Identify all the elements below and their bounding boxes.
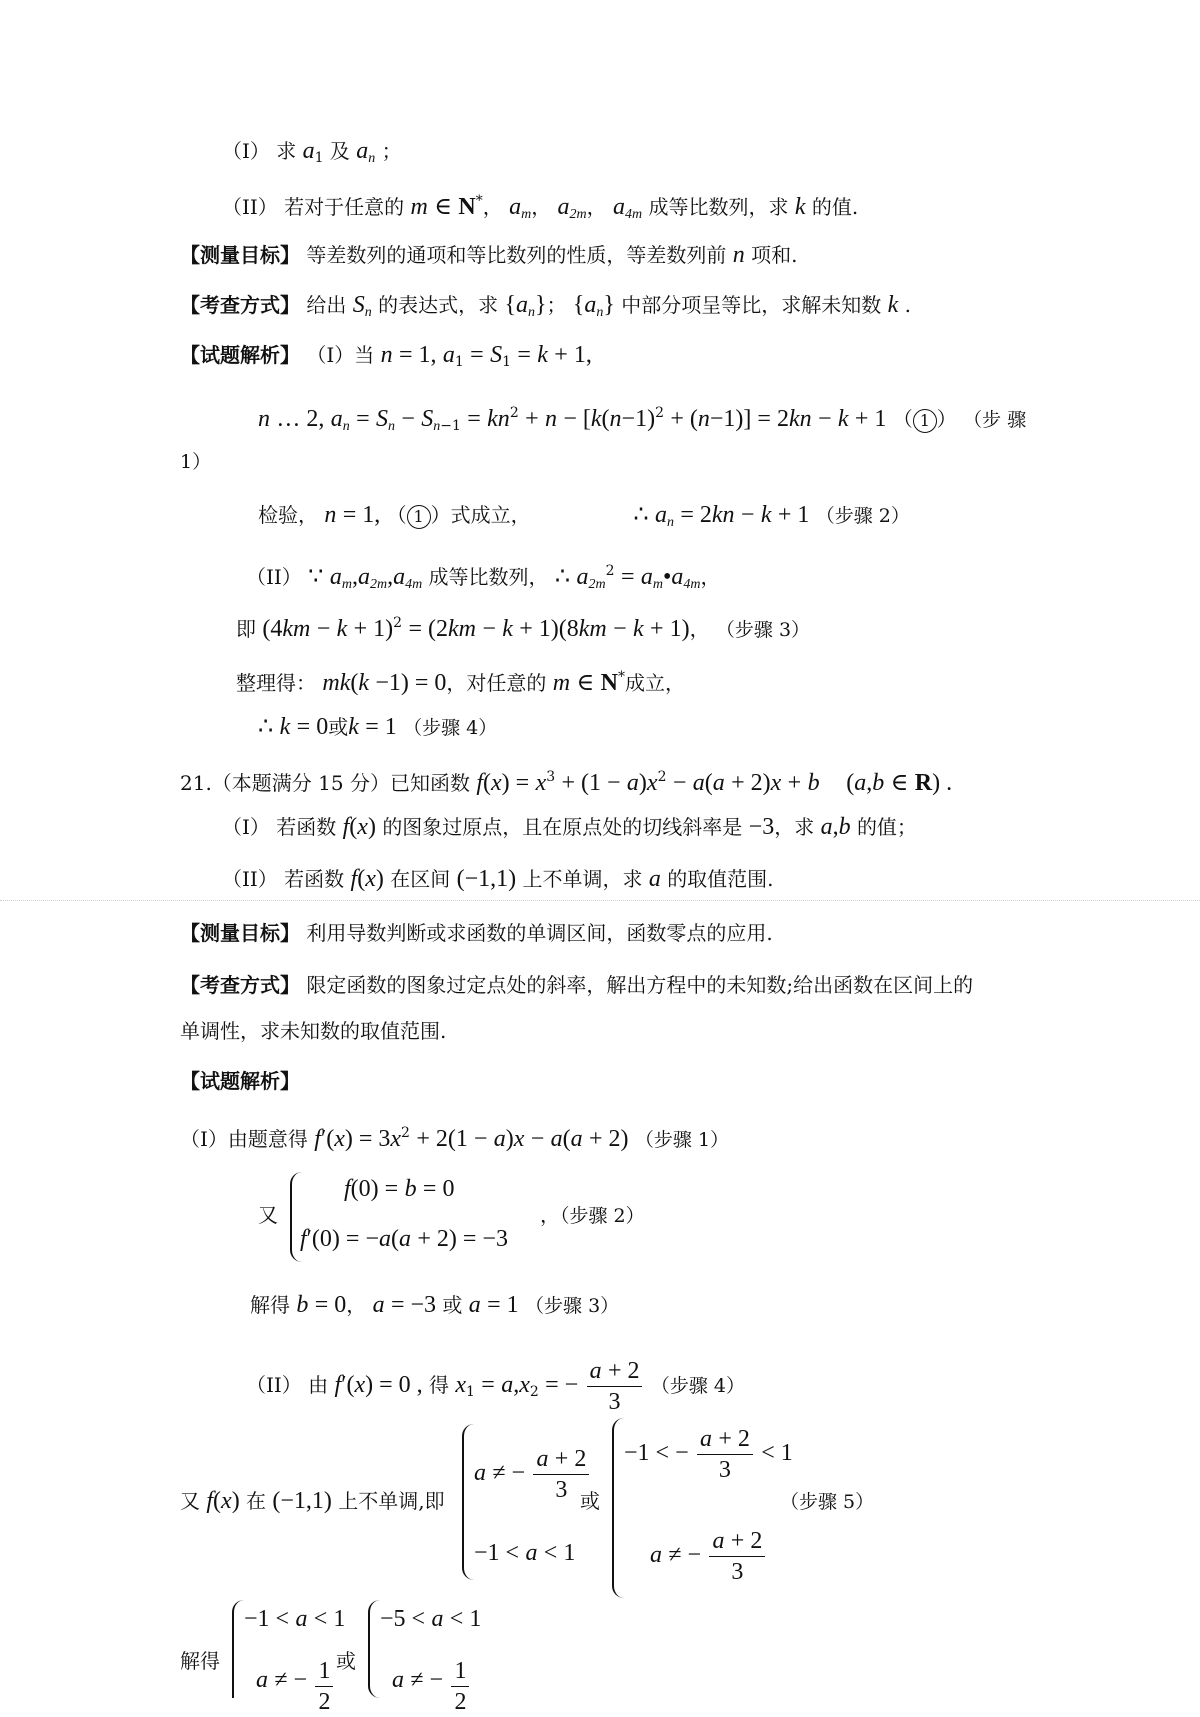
q20-part1: （I） 求 $a_1$ 及 $a_n$ ； — [222, 138, 402, 166]
q21-final-sysB-row2: a ≠ − $\frac{1}{2}$ — [392, 1656, 471, 1717]
text: 限定函数的图象过定点处的斜率，解出方程中的未知数;给出函数在区间上的 — [306, 973, 974, 997]
step-label: （步骤 3） — [715, 619, 811, 641]
text: 得 — [429, 1373, 449, 1397]
circled-number: 1 — [913, 409, 937, 433]
q20-goal: 【测量目标】 等差数列的通项和等比数列的性质，等差数列前 n 项和. — [180, 242, 798, 268]
text: 上不单调，求 — [522, 867, 643, 891]
step-label: （步骤 2） — [560, 1205, 645, 1227]
text: 中部分项呈等比，求解未知数 — [621, 293, 882, 317]
q20-check: 检验， n = 1, （ 1 ）式成立， ∴ $a_n = 2kn - k + 1$ （步骤 2） — [258, 502, 910, 530]
text: 的值. — [811, 195, 859, 219]
text: 成立， — [624, 671, 685, 695]
step-label: （步骤 3） — [525, 1295, 620, 1317]
step-label: （步 骤 — [963, 409, 1027, 431]
part-label: （II） — [246, 565, 302, 589]
text: 求 — [276, 139, 297, 163]
q21-not-monotonic: 又 f(x) 在 (−1,1) 上不单调,即 — [180, 1488, 445, 1514]
text: 或 — [328, 715, 349, 739]
text: ， — [346, 1293, 367, 1317]
text: 等差数列的通项和等比数列的性质，等差数列前 — [306, 243, 727, 267]
text: （ — [892, 407, 913, 431]
text: 成等比数列， — [428, 565, 549, 589]
part-label: （II） — [222, 195, 278, 219]
text: 利用导数判断或求函数的单调区间，函数零点的应用. — [306, 921, 773, 945]
q21-or-1 — [580, 1486, 600, 1516]
text: 成等比数列，求 — [648, 195, 789, 219]
q21-goal — [180, 918, 773, 948]
q21-final-sysA-row1: −1 < a < 1 — [244, 1606, 346, 1632]
step-label: （步骤 2） — [815, 505, 910, 527]
step-label: （步骤 4） — [650, 1375, 745, 1397]
q21-derivative: （I）由题意得 $f'(x) = 3x^2 + 2(1 - a)x - a(a + 2)$ （步骤 1） — [180, 1125, 730, 1152]
text: 若对于任意的 — [284, 195, 405, 219]
q21-final-sysB-row1: −5 < a < 1 — [380, 1606, 482, 1632]
text: 若函数 — [284, 867, 345, 891]
text: 的值； — [856, 815, 917, 839]
q21-sysB-row2: a ≠ − $\frac{a + 2}{3}$ — [650, 1526, 767, 1587]
part-label: （I） — [222, 139, 270, 163]
section-label: 【测量目标】 — [180, 243, 300, 267]
text: ， — [482, 195, 503, 219]
q20-equation: 即 $(4km - k + 1)^2 = (2km - k + 1)(8km - k + 1)$， （步骤 3） — [236, 615, 811, 642]
part-label: （II） — [246, 1373, 302, 1397]
q20-result: ∴ k = 0或k = 1 （步骤 4） — [258, 714, 498, 740]
text: 即 — [236, 617, 256, 641]
text: 或 — [442, 1293, 463, 1317]
text: （I）由题意得 — [180, 1127, 308, 1151]
q21-system1-label — [258, 1200, 278, 1230]
q20-analysis-start: 【试题解析】 （I）当 n = 1, $a_1 = S_1 = k + 1$, — [180, 342, 592, 370]
q21-final-sysA-row2: a ≠ − $\frac{1}{2}$ — [256, 1656, 335, 1717]
question-number: 21.（本题满分 15 分）已知函数 — [180, 771, 470, 795]
text: ； — [381, 139, 402, 163]
section-label: 【考查方式】 — [180, 973, 300, 997]
text: ， — [540, 1203, 560, 1227]
q21-sysA-row1: a ≠ − $\frac{a + 2}{3}$ — [474, 1444, 591, 1505]
part-label: （II） — [222, 867, 278, 891]
page-fold-line — [0, 900, 1200, 901]
q20-part2: （II） 若对于任意的 m ∈ N*， $a_m$， $a_{2m}$， $a_{4m}$ 成等比数列，求 k 的值. — [222, 193, 859, 222]
section-label: 【试题解析】 — [180, 1069, 300, 1093]
q20-step1-wrap — [180, 446, 211, 477]
step-label: （步骤 5） — [780, 1491, 875, 1513]
q21-step5 — [780, 1486, 874, 1517]
q21-statement: 21.（本题满分 15 分）已知函数 $f(x) = x^3 + (1 - a)x^2 - a(a + 2)x + b$ (a,b ∈ R) . — [180, 769, 953, 796]
q21-part2-solution: （II） 由 f′(x) = 0 , 得 $x_1 = a,x_2$ = − $\frac{a + 2}{3}$ （步骤 4） — [246, 1358, 745, 1415]
text: ） — [936, 407, 957, 431]
text: ， — [531, 195, 552, 219]
q21-solve1: 解得 b = 0， a = −3 或 a = 1 （步骤 3） — [250, 1292, 620, 1318]
step-label: （步骤 1） — [634, 1129, 730, 1151]
q20-method: 【考查方式】 给出 $S_n$ 的表达式，求 $\{a_n\}$； $\{a_n\}$ 中部分项呈等比，求解未知数 k . — [180, 292, 912, 320]
q20-part2-solution: （II） ∵ $a_m,a_{2m},a_{4m}$ 成等比数列， ∴ $a_{2m}^2$ = $a_m•a_{4m}$， — [246, 563, 721, 592]
text: （ — [386, 503, 407, 527]
q21-part2: （II） 若函数 f(x) 在区间 (−1,1) 上不单调，求 a 的取值范围. — [222, 866, 774, 892]
step-label: （步骤 4） — [403, 717, 498, 739]
q21-part1: （I） 若函数 f(x) 的图象过原点，且在原点处的切线斜率是 −3，求 a,b 的值； — [222, 814, 917, 840]
q20-formula-an: n … 2, $a_n = S_n - S_{n-1} = kn^2 + n - [k(n-1)^2 + (n-1)] = 2kn - k + 1$ （ 1 ） （步 骤 — [258, 405, 1027, 434]
text: ，对任意的 — [446, 671, 547, 695]
q21-analysis-label — [180, 1066, 300, 1096]
text: 给出 — [306, 293, 347, 317]
q21-method — [180, 970, 973, 1000]
text: 或 — [580, 1489, 600, 1513]
text: 的取值范围. — [667, 867, 774, 891]
text: 式成立， — [450, 503, 531, 527]
text: 及 — [329, 139, 350, 163]
text: ， — [586, 195, 607, 219]
left-brace — [612, 1418, 624, 1598]
q21-system1-row1: f(0) = b = 0 — [344, 1176, 455, 1202]
section-label: 【试题解析】 — [180, 343, 300, 367]
section-label: 【测量目标】 — [180, 921, 300, 945]
text: ） — [430, 503, 451, 527]
text: 解得 — [180, 1649, 220, 1673]
text: （I）当 — [306, 343, 375, 367]
left-brace — [462, 1424, 474, 1580]
q21-solve2-label — [180, 1646, 220, 1676]
q21-sysB-row1: −1 < − $\frac{a + 2}{3}$ < 1 — [624, 1426, 793, 1483]
q21-sysA-row2: −1 < a < 1 — [474, 1540, 576, 1566]
step-label: 1） — [180, 451, 212, 473]
text: 在区间 — [390, 867, 451, 891]
text: 由 — [308, 1373, 329, 1397]
q21-step2 — [540, 1200, 645, 1231]
text: 的图象过原点，且在原点处的切线斜率是 — [382, 815, 743, 839]
section-label: 【考查方式】 — [180, 293, 300, 317]
text: 若函数 — [276, 815, 337, 839]
text: 的表达式，求 — [378, 293, 499, 317]
text: 或 — [336, 1649, 356, 1673]
text: 项和. — [751, 243, 798, 267]
text: ， — [700, 565, 721, 589]
text: 又 — [258, 1203, 278, 1227]
text: 解得 — [250, 1293, 290, 1317]
text: 整理得： — [236, 671, 316, 695]
text: 在 — [246, 1489, 267, 1513]
text: ，求 — [774, 815, 815, 839]
text: 单调性，求未知数的取值范围. — [180, 1019, 447, 1043]
q21-or-2 — [336, 1646, 356, 1676]
text: ； — [546, 293, 567, 317]
q20-simplify: 整理得： mk(k −1) = 0，对任意的 m ∈ N*成立， — [236, 669, 685, 696]
q21-system1-row2: f′(0) = −a(a + 2) = −3 — [300, 1226, 508, 1252]
text: 上不单调,即 — [338, 1489, 445, 1513]
left-brace — [232, 1600, 244, 1698]
part-label: （I） — [222, 815, 270, 839]
left-brace — [368, 1600, 380, 1698]
circled-number: 1 — [407, 505, 431, 529]
text: 检验， — [258, 503, 318, 527]
q21-method-wrap — [180, 1016, 446, 1046]
text: ， — [689, 617, 710, 641]
text: 又 — [180, 1489, 200, 1513]
